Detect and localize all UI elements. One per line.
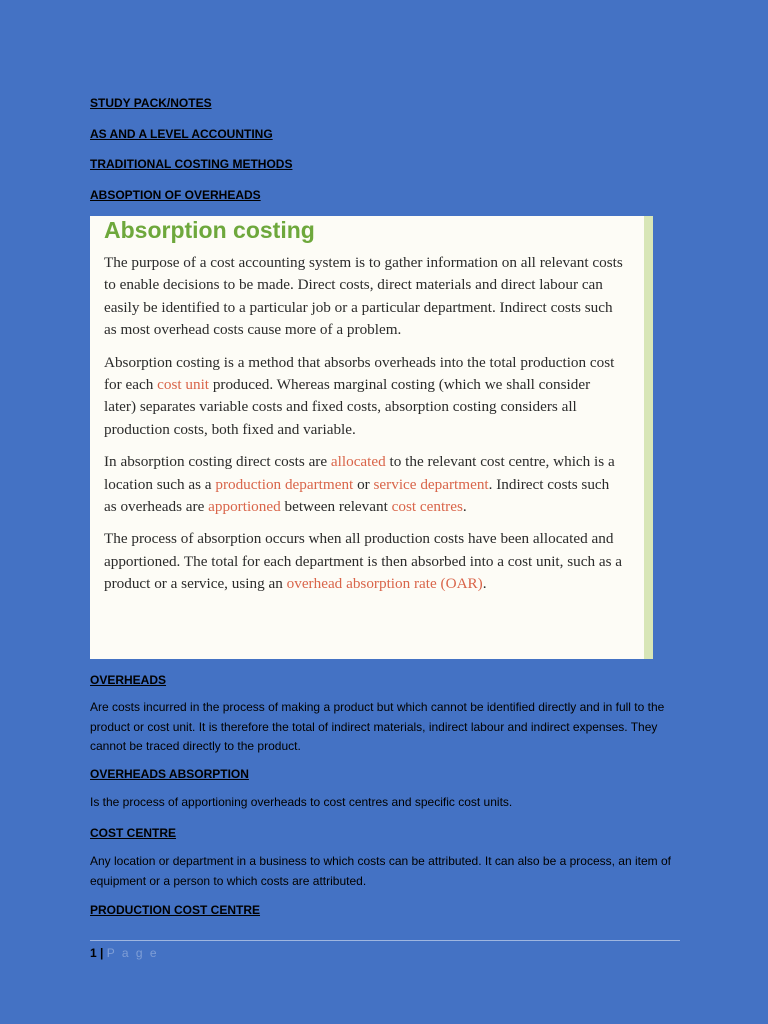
page-footer — [90, 946, 159, 960]
heading-subtopic: ABSOPTION OF OVERHEADS — [90, 188, 261, 202]
term-service-department: service department — [373, 475, 489, 493]
overheads-absorption-definition: Is the process of apportioning overheads to cost centres and specific cost units. — [90, 795, 513, 809]
figure-paragraph-1: The purpose of a cost accounting system is to gather information on all relevant costs to enable decisions to be made. Direct costs, direct materials and direct labour can easily be identified to a particular job or a particular department. Indirect costs such as most overhead costs cause more of a problem. — [104, 254, 623, 339]
overheads-definition: Are costs incurred in the process of making a product but which cannot be identified directly and in full to the product or cost unit. It is therefore the total of indirect materials, indirect labour and indirect expenses. They cannot be traced directly to the product. — [90, 700, 665, 753]
heading-study-pack: STUDY PACK/NOTES — [90, 96, 212, 110]
figure-paragraph-3: In absorption costing direct costs are allocated to the relevant cost centre, which is a location such as a production department or service department. Indirect costs such as overheads are apportioned between relevant cost centres. — [104, 453, 615, 516]
absorption-costing-figure — [90, 216, 653, 659]
figure-paragraph-2: Absorption costing is a method that absorbs overheads into the total production cost for each cost unit produced. Whereas marginal costing (which we shall consider later) separates variable costs and fixed costs, absorption costing considers all production costs, both fixed and variable. — [104, 353, 615, 438]
term-production-department: production department — [215, 475, 354, 493]
cost-centre-definition: Any location or department in a business to which costs can be attributed. It can also be a process, an item of equipment or a person to which costs are attributed. — [90, 854, 671, 888]
figure-paragraph-4: The process of absorption occurs when all production costs have been allocated and apportioned. The total for each department is then absorbed into a cost unit, such as a product or a service, using an overhead absorption rate (OAR). — [104, 530, 623, 593]
heading-topic: TRADITIONAL COSTING METHODS — [90, 157, 293, 171]
page-label: P a g e — [106, 946, 159, 960]
term-cost-unit: cost unit — [157, 376, 210, 394]
figure-title: Absorption costing — [104, 217, 315, 243]
heading-overheads: OVERHEADS — [90, 673, 167, 687]
footer-divider — [90, 940, 680, 941]
heading-production-cost-centre: PRODUCTION COST CENTRE — [90, 903, 261, 917]
term-cost-centres: cost centres — [391, 498, 463, 516]
term-apportioned: apportioned — [208, 498, 281, 516]
heading-overheads-absorption: OVERHEADS ABSORPTION — [90, 767, 249, 781]
page-number: 1 | — [90, 946, 104, 960]
term-oar: overhead absorption rate (OAR) — [286, 575, 483, 593]
heading-cost-centre: COST CENTRE — [90, 826, 177, 840]
term-allocated: allocated — [330, 453, 386, 471]
heading-course: AS AND A LEVEL ACCOUNTING — [90, 127, 273, 141]
